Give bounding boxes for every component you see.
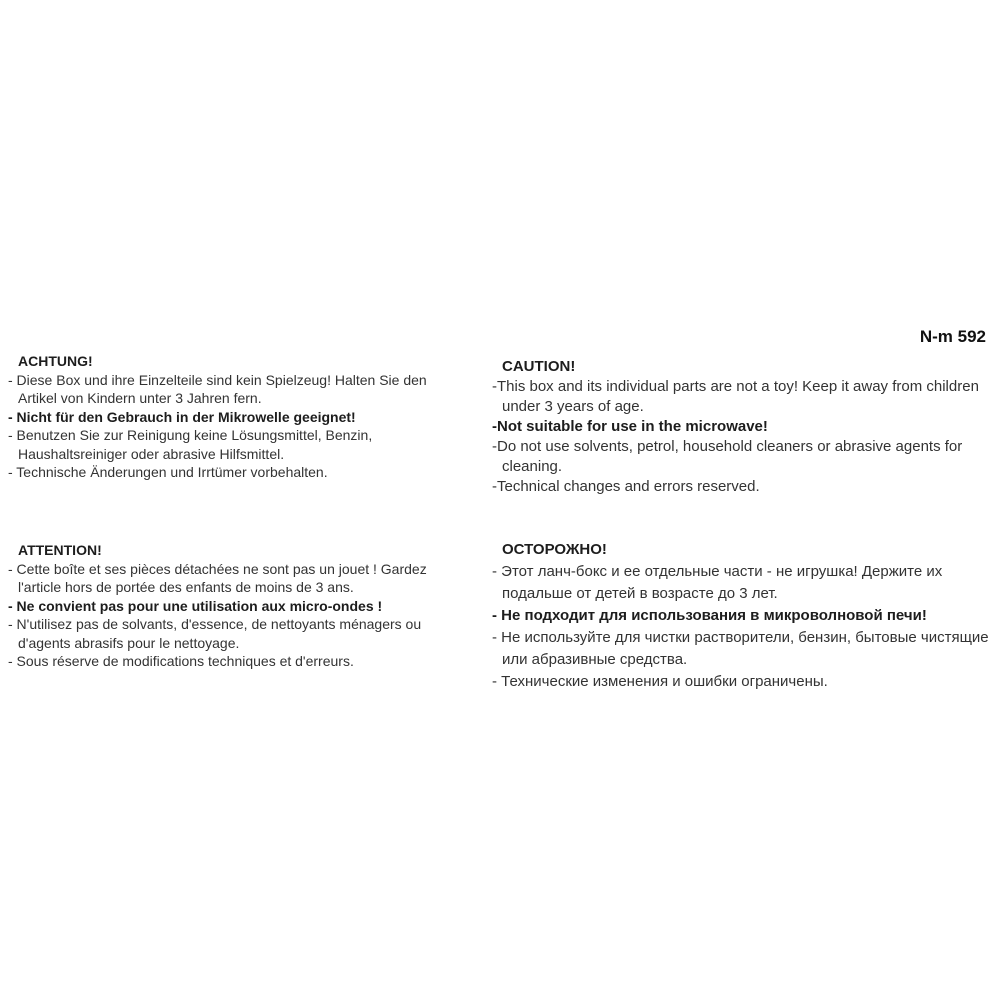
- warning-item: -Technical changes and errors reserved.: [492, 478, 760, 495]
- warning-item: - Не используйте для чистки растворители, бензин, бытовые чистящие или абразивные средства.: [492, 629, 989, 668]
- section-heading-french: ATTENTION!: [18, 542, 102, 558]
- warning-item: - Не подходит для использования в микроволновой печи!: [492, 607, 927, 624]
- warning-item: - Diese Box und ihre Einzelteile sind kein Spielzeug! Halten Sie den Artikel von Kindern unter 3 Jahren fern.: [8, 371, 427, 406]
- warning-item: - Технические изменения и ошибки ограничены.: [492, 673, 828, 690]
- warning-item: - Cette boîte et ses pièces détachées ne sont pas un jouet ! Gardez l'article hors de portée des enfants de moins de 3 ans.: [8, 560, 427, 595]
- warning-item: - Nicht für den Gebrauch in der Mikrowelle geeignet!: [8, 408, 356, 425]
- warning-item: -This box and its individual parts are not a toy! Keep it away from children under 3 years of age.: [492, 378, 979, 415]
- warning-item: - Ne convient pas pour une utilisation aux micro-ondes !: [8, 597, 383, 614]
- warning-item: -Do not use solvents, petrol, household cleaners or abrasive agents for cleaning.: [492, 438, 963, 475]
- document-code: N-m 592: [919, 327, 986, 346]
- warning-item: - Этот ланч-бокс и ее отдельные части - не игрушка! Держите их подальше от детей в возрасте до 3 лет.: [492, 563, 943, 602]
- warning-list-french: [8, 560, 462, 671]
- warning-list-german: [8, 371, 462, 482]
- warning-item: - Sous réserve de modifications techniques et d'erreurs.: [8, 653, 354, 669]
- warning-item: - N'utilisez pas de solvants, d'essence, de nettoyants ménagers ou d'agents abrasifs pour le nettoyage.: [8, 616, 422, 651]
- warning-list-english: [492, 377, 990, 497]
- warning-item: - Benutzen Sie zur Reinigung keine Lösungsmittel, Benzin, Haushaltsreiniger oder abrasive Hilfsmittel.: [8, 427, 373, 462]
- warning-item: - Technische Änderungen und Irrtümer vorbehalten.: [8, 464, 328, 480]
- section-heading-german: ACHTUNG!: [18, 353, 93, 369]
- section-russian: [492, 539, 990, 693]
- warning-item: -Not suitable for use in the microwave!: [492, 418, 768, 435]
- warning-list-russian: [492, 561, 990, 693]
- section-english: [492, 357, 990, 497]
- section-heading-english: CAUTION!: [502, 358, 576, 375]
- section-french: [8, 541, 462, 671]
- section-german: [8, 352, 462, 482]
- section-heading-russian: ОСТОРОЖНО!: [502, 541, 607, 558]
